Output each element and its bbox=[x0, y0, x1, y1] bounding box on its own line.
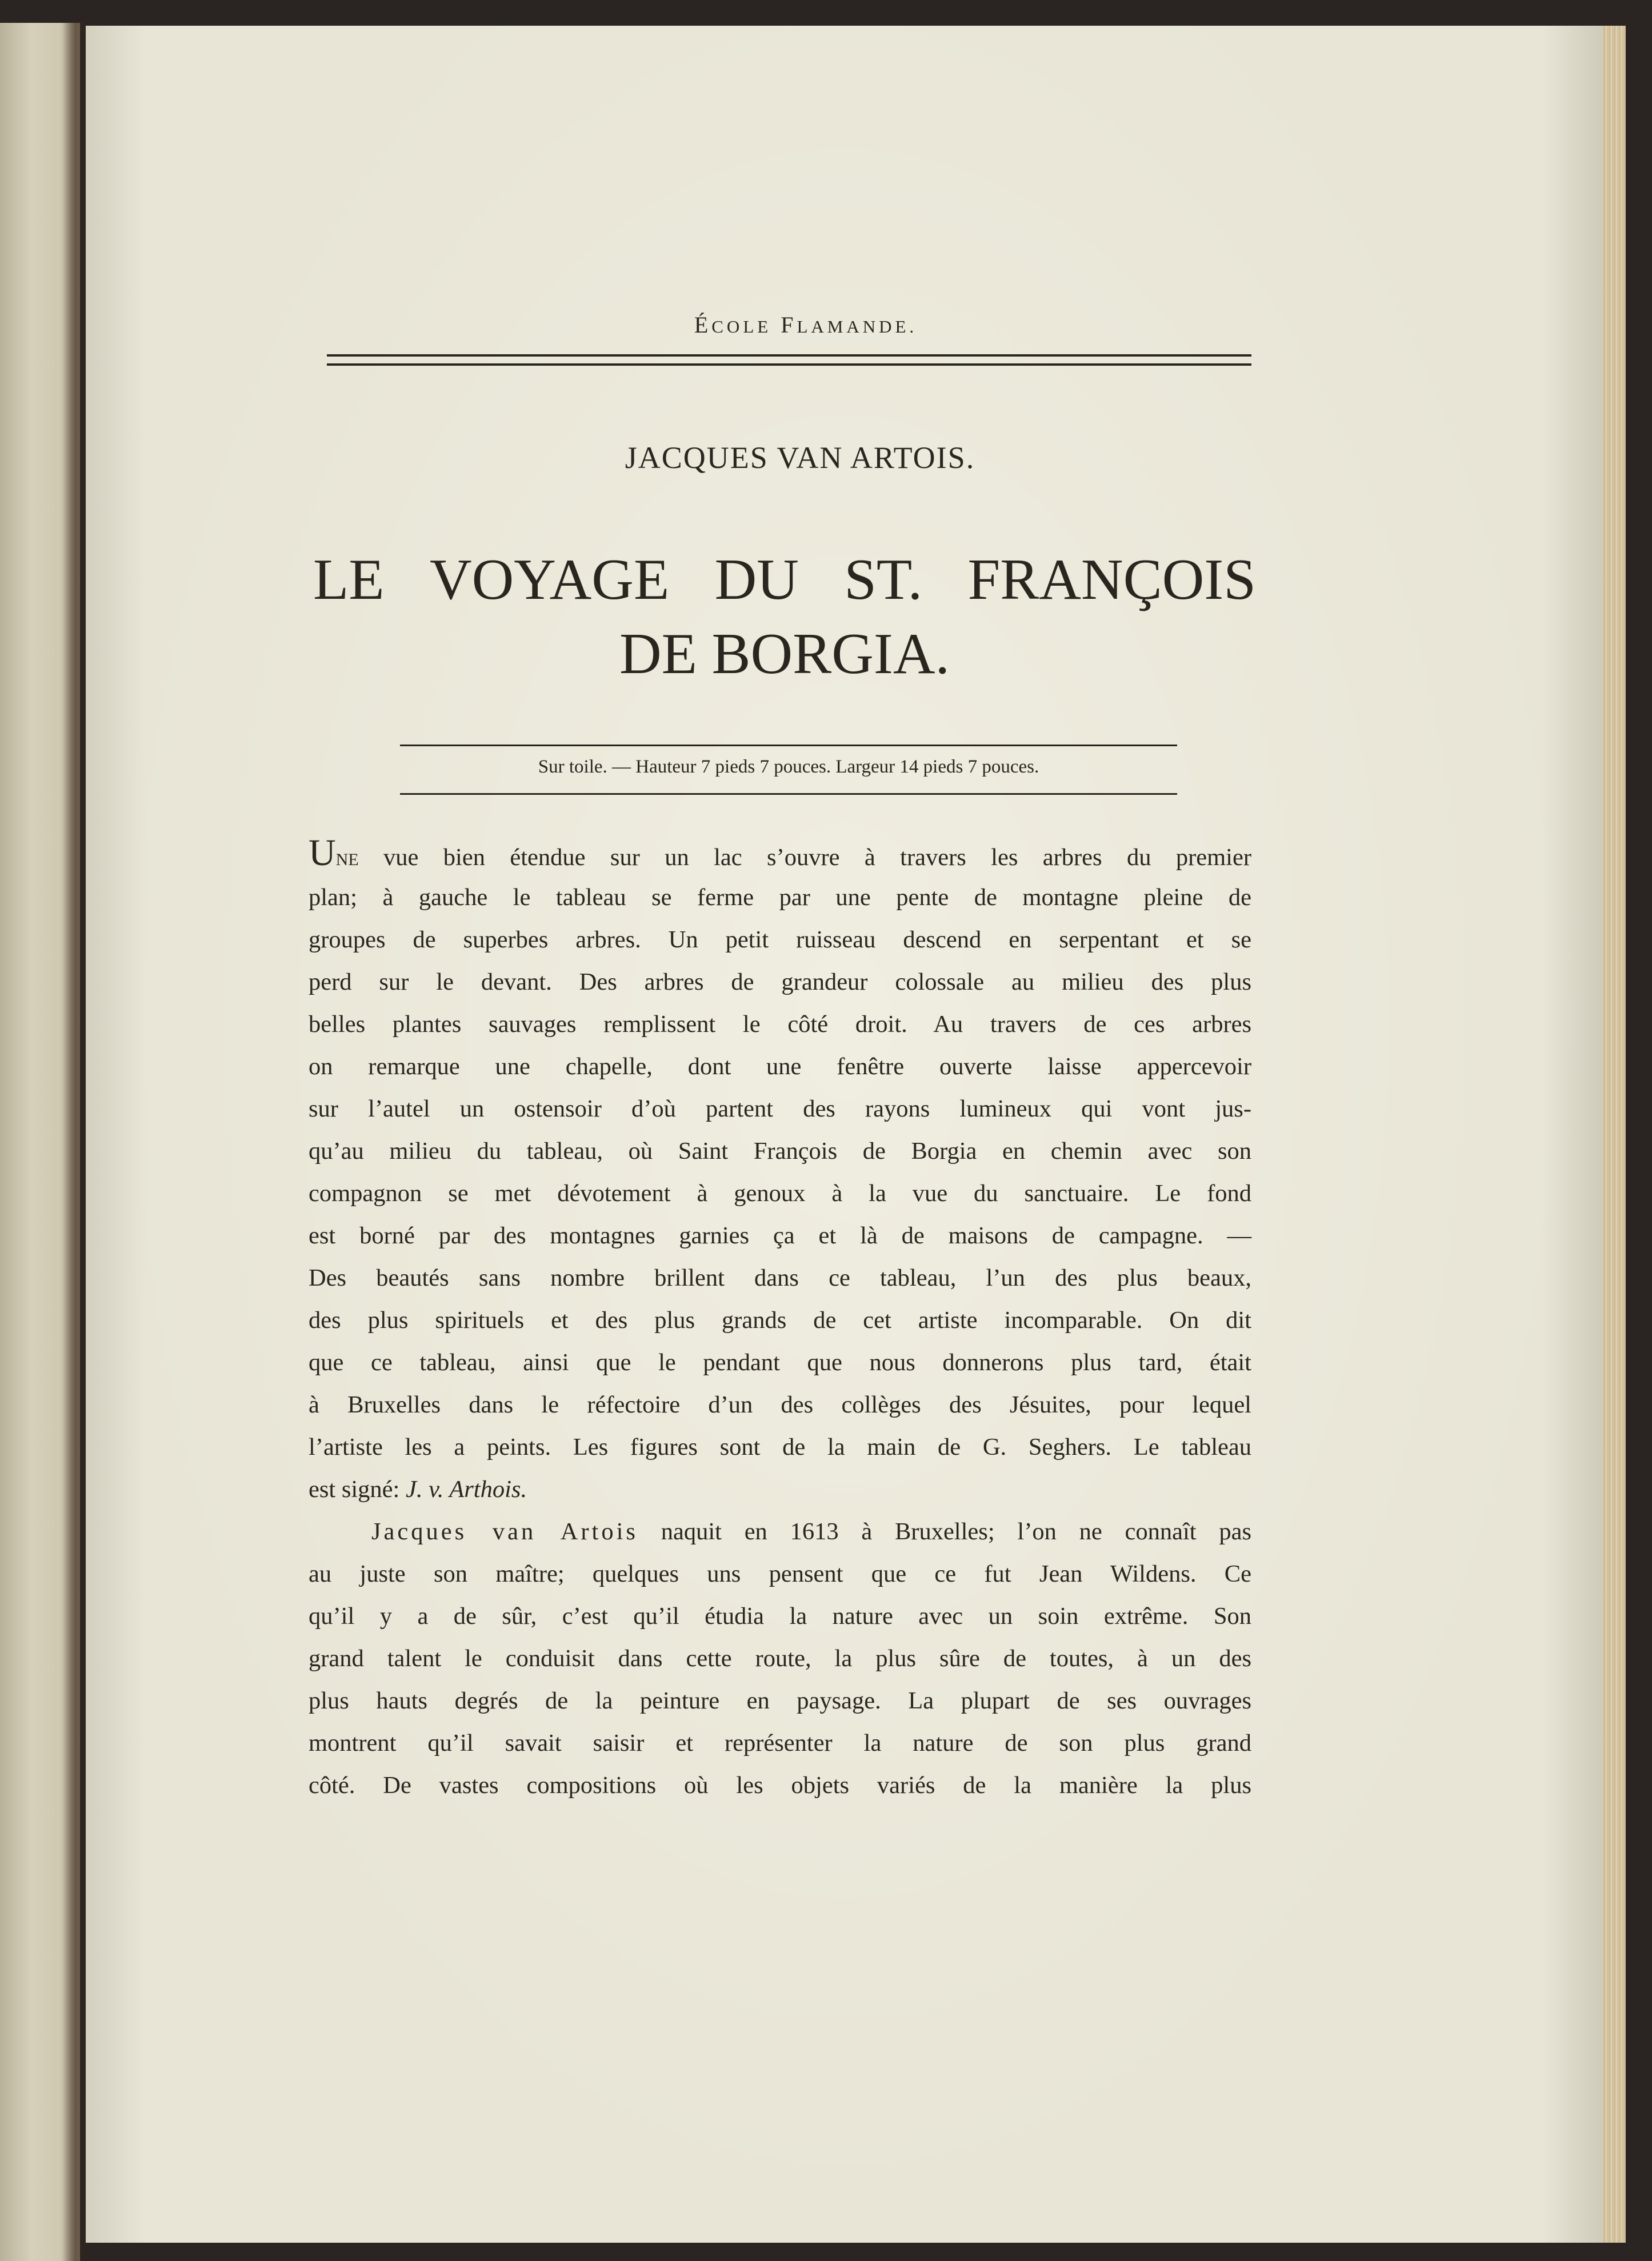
text-line: qu’au milieu du tableau, où Saint François de Borgia en chemin avec son bbox=[309, 1138, 1251, 1164]
text-line: belles plantes sauvages remplissent le côté droit. Au travers de ces arbres bbox=[309, 1011, 1251, 1038]
text-line: des plus spirituels et des plus grands de cet artiste incomparable. On dit bbox=[309, 1307, 1251, 1334]
text-line: à Bruxelles dans le réfectoire d’un des collèges des Jésuites, pour lequel bbox=[309, 1391, 1251, 1418]
paragraph-2-line: Jacques van Artois naquit en 1613 à Bruxelles; l’on ne connaît pas bbox=[371, 1518, 1251, 1545]
text-line: Des beautés sans nombre brillent dans ce tableau, l’un des plus beaux, bbox=[309, 1264, 1251, 1291]
title-word: LE bbox=[313, 547, 385, 612]
title-word: FRANÇOIS bbox=[967, 547, 1256, 612]
title-word: DU bbox=[714, 547, 799, 612]
artist-name: JACQUES VAN ARTOIS. bbox=[625, 441, 975, 475]
text-line: grand talent le conduisit dans cette route, la plus sûre de toutes, à un des bbox=[309, 1645, 1251, 1672]
title-line-2: DE BORGIA. bbox=[619, 622, 950, 686]
title-line-1 bbox=[313, 543, 1256, 617]
text-line: montrent qu’il savait saisir et représenter la nature de son plus grand bbox=[309, 1730, 1251, 1756]
page-stack-edges bbox=[1603, 26, 1626, 2243]
text-line: sur l’autel un ostensoir d’où partent des rayons lumineux qui vont jus- bbox=[309, 1095, 1251, 1122]
text-line: plus hauts degrés de la peinture en paysage. La plupart de ses ouvrages bbox=[309, 1687, 1251, 1714]
paragraph-2 bbox=[309, 1553, 1251, 1807]
dimensions-rule-bottom bbox=[400, 793, 1177, 795]
title-word: VOYAGE bbox=[429, 547, 670, 612]
text-line: est borné par des montagnes garnies ça et là de maisons de campagne. — bbox=[309, 1222, 1251, 1249]
header-rule-bottom bbox=[327, 363, 1251, 366]
paragraph-1-last-line: est signé: J. v. Arthois. bbox=[309, 1476, 527, 1503]
paragraph-1 bbox=[309, 877, 1251, 1468]
text-line: qu’il y a de sûr, c’est qu’il étudia la nature avec un soin extrême. Son bbox=[309, 1603, 1251, 1630]
artwork-title bbox=[313, 543, 1256, 691]
title-word: ST. bbox=[844, 547, 923, 612]
text-line: plan; à gauche le tableau se ferme par une pente de montagne pleine de bbox=[309, 884, 1251, 911]
paragraph-1-line: UNE vue bien étendue sur un lac s’ouvre à travers les arbres du premier bbox=[309, 832, 1251, 874]
text-line: que ce tableau, ainsi que le pendant que nous donnerons plus tard, était bbox=[309, 1349, 1251, 1376]
artist-name-spaced: Jacques van Artois bbox=[371, 1518, 638, 1545]
text-line: côté. De vastes compositions où les objets variés de la manière la plus bbox=[309, 1772, 1251, 1799]
text-line: perd sur le devant. Des arbres de grandeur colossale au milieu des plus bbox=[309, 969, 1251, 995]
running-header: ÉCOLE FLAMANDE. bbox=[694, 312, 918, 338]
text-line: groupes de superbes arbres. Un petit ruisseau descend en serpentant et se bbox=[309, 926, 1251, 953]
text-line: on remarque une chapelle, dont une fenêtre ouverte laisse appercevoir bbox=[309, 1053, 1251, 1080]
canvas-dimensions: Sur toile. — Hauteur 7 pieds 7 pouces. Largeur 14 pieds 7 pouces. bbox=[538, 757, 1039, 777]
signature-text: J. v. Arthois. bbox=[405, 1476, 527, 1503]
drop-cap: U bbox=[309, 832, 336, 874]
dimensions-rule-top bbox=[400, 745, 1177, 746]
header-rule-top bbox=[327, 354, 1251, 357]
text-line: au juste son maître; quelques uns pensent que ce fut Jean Wildens. Ce bbox=[309, 1560, 1251, 1587]
text-line: l’artiste les a peints. Les figures sont de la main de G. Seghers. Le tableau bbox=[309, 1434, 1251, 1460]
body-text bbox=[309, 834, 1251, 1807]
text-line: compagnon se met dévotement à genoux à la vue du sanctuaire. Le fond bbox=[309, 1180, 1251, 1207]
book-spine-shadow bbox=[63, 23, 89, 2261]
